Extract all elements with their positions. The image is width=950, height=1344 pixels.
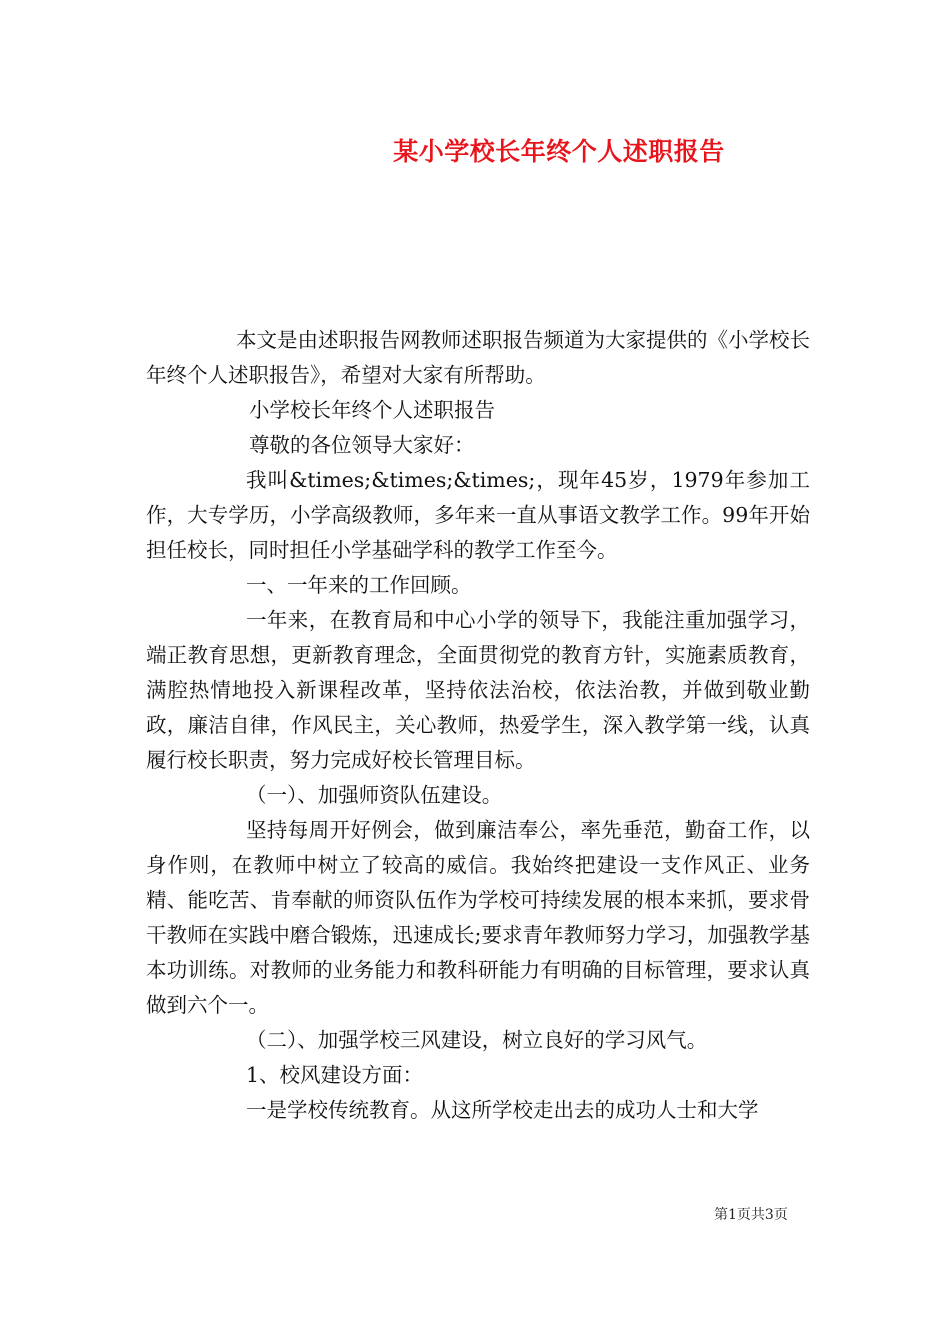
paragraph: 1、校风建设方面： <box>246 1063 424 1087</box>
paragraph: 本文是由述职报告网教师述职报告频道为大家提供的《小学校长年终个人述职报告》，希望对大家有所帮助。 <box>146 328 810 387</box>
document-title-text: 某小学校长年终个人述职报告 <box>393 137 725 166</box>
paragraph: 我叫&times;&times;&times;，现年45岁，1979年参加工作，大专学历，小学高级教师，多年来一直从事语文教学工作。99年开始担任校长，同时担任小学基础学科的教学工作至今。 <box>146 468 810 562</box>
paragraph: 小学校长年终个人述职报告 <box>249 398 495 422</box>
paragraph: 一、一年来的工作回顾。 <box>246 573 472 597</box>
paragraph: 一是学校传统教育。从这所学校走出去的成功人士和大学 <box>246 1098 759 1122</box>
document-title <box>0 132 950 168</box>
paragraph: 坚持每周开好例会，做到廉洁奉公，率先垂范，勤奋工作，以身作则，在教师中树立了较高的威信。我始终把建设一支作风正、业务精、能吃苦、肯奉献的师资队伍作为学校可持续发展的根本来抓，要求骨干教师在实践中磨合锻炼，迅速成长;要求青年教师努力学习，加强教学基本功训练。对教师的业务能力和教科研能力有明确的目标管理，要求认真做到六个一。 <box>146 818 810 1017</box>
paragraph: 尊敬的各位领导大家好： <box>249 433 475 457</box>
document-body <box>146 323 810 1128</box>
paragraph: （二）、加强学校三风建设，树立良好的学习风气。 <box>246 1028 708 1052</box>
paragraph: 一年来，在教育局和中心小学的领导下，我能注重加强学习，端正教育思想，更新教育理念，全面贯彻党的教育方针，实施素质教育，满腔热情地投入新课程改革，坚持依法治校，依法治教，并做到敬业勤政，廉洁自律，作风民主，关心教师，热爱学生，深入教学第一线，认真履行校长职责，努力完成好校长管理目标。 <box>146 608 810 772</box>
paragraph: （一）、加强师资队伍建设。 <box>246 783 503 807</box>
page-number: 第1页共3页 <box>714 1207 788 1223</box>
